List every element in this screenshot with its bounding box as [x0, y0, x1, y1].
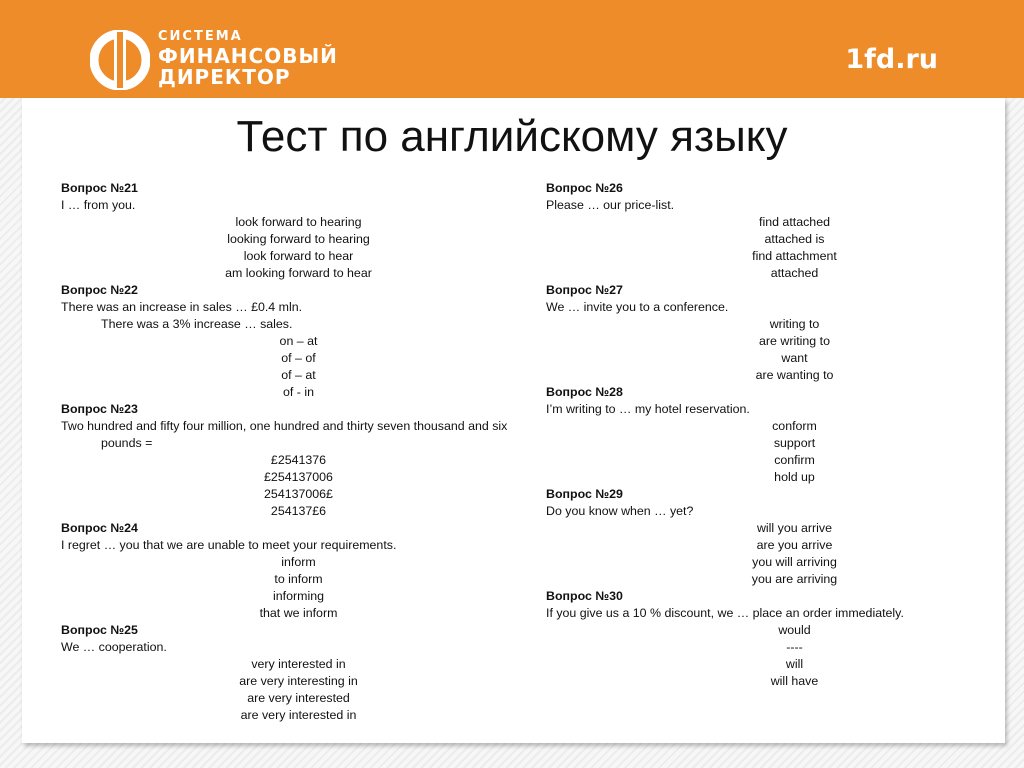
question-text: There was an increase in sales … £0.4 mln. — [61, 300, 303, 314]
question-block — [61, 401, 536, 520]
question-title: Вопрос №30 — [546, 589, 623, 603]
answer-options — [546, 214, 1024, 282]
answer-options — [61, 656, 536, 724]
question-text: If you give us a 10 % discount, we … place an order immediately. — [546, 606, 904, 620]
answer-options — [61, 333, 536, 401]
question-block — [61, 622, 536, 724]
question-title: Вопрос №21 — [61, 181, 138, 195]
answer-option[interactable]: 254137006£ — [264, 487, 333, 501]
answer-option[interactable]: attached — [770, 266, 819, 280]
answer-option[interactable]: £254137006 — [264, 470, 333, 484]
answer-option[interactable]: informing — [273, 589, 324, 603]
question-title: Вопрос №26 — [546, 181, 623, 195]
answer-options — [61, 214, 536, 282]
question-text: I’m writing to … my hotel reservation. — [546, 402, 750, 416]
answer-option[interactable]: support — [773, 436, 816, 450]
logo-text — [158, 30, 338, 87]
question-block — [546, 588, 1024, 690]
answer-option[interactable]: confirm — [774, 453, 815, 467]
answer-option[interactable]: ---- — [786, 640, 803, 654]
question-block — [546, 282, 1024, 384]
question-text: Please … our price-list. — [546, 198, 675, 212]
question-text: Two hundred and fifty four million, one hundred and thirty seven thousand and six pounds = — [61, 419, 508, 450]
question-text: We … invite you to a conference. — [546, 300, 729, 314]
answer-option[interactable]: will have — [770, 674, 819, 688]
question-block — [61, 180, 536, 282]
question-block — [546, 486, 1024, 588]
answer-option[interactable]: are wanting to — [755, 368, 834, 382]
answer-option[interactable]: £2541376 — [270, 453, 327, 467]
answer-option[interactable]: 254137£6 — [270, 504, 327, 518]
question-block — [546, 180, 1024, 282]
answer-option[interactable]: writing to — [769, 317, 820, 331]
answer-option[interactable]: looking forward to hearing — [227, 232, 370, 246]
question-title: Вопрос №25 — [61, 623, 138, 637]
answer-option[interactable]: are you arrive — [756, 538, 833, 552]
question-title: Вопрос №28 — [546, 385, 623, 399]
answer-options — [546, 520, 1024, 588]
question-text: Do you know when … yet? — [546, 504, 694, 518]
answer-option[interactable]: find attached — [759, 215, 830, 229]
answer-option[interactable]: you will arriving — [752, 555, 837, 569]
answer-option[interactable]: are very interested in — [240, 708, 357, 722]
logo-line-3: ДИРЕКТОР — [158, 65, 291, 89]
answer-option[interactable]: of - in — [283, 385, 314, 399]
header-bar — [0, 0, 1024, 98]
answer-option[interactable]: find attachment — [752, 249, 837, 263]
answer-option[interactable]: will you arrive — [756, 521, 833, 535]
answer-option[interactable]: look forward to hear — [243, 249, 354, 263]
answer-option[interactable]: of – at — [281, 368, 316, 382]
answer-option[interactable]: that we inform — [259, 606, 338, 620]
answer-option[interactable]: hold up — [774, 470, 815, 484]
question-block — [61, 282, 536, 401]
question-title: Вопрос №23 — [61, 402, 138, 416]
answer-option[interactable]: will — [785, 657, 804, 671]
answer-option[interactable]: are writing to — [759, 334, 830, 348]
answer-option[interactable]: are very interesting in — [239, 674, 358, 688]
question-text: There was a 3% increase … sales. — [101, 317, 293, 331]
answer-option[interactable]: want — [781, 351, 808, 365]
logo-line-2: ФИНАНСОВЫЙ — [158, 44, 338, 68]
site-url: 1fd.ru — [845, 44, 938, 75]
answer-option[interactable]: conform — [772, 419, 817, 433]
answer-option[interactable]: attached is — [764, 232, 825, 246]
answer-option[interactable]: are very interested — [247, 691, 350, 705]
question-block — [61, 520, 536, 622]
answer-option[interactable]: look forward to hearing — [235, 215, 362, 229]
answer-option[interactable]: inform — [281, 555, 316, 569]
question-text: We … cooperation. — [61, 640, 167, 654]
answer-option[interactable]: would — [778, 623, 811, 637]
question-title: Вопрос №29 — [546, 487, 623, 501]
left-question-column — [61, 180, 536, 724]
answer-option[interactable]: you are arriving — [751, 572, 838, 586]
answer-option[interactable]: very interested in — [251, 657, 346, 671]
answer-options — [546, 418, 1024, 486]
answer-option[interactable]: am looking forward to hear — [225, 266, 372, 280]
answer-option[interactable]: to inform — [274, 572, 323, 586]
question-text: I … from you. — [61, 198, 136, 212]
answer-option[interactable]: on – at — [279, 334, 318, 348]
question-title: Вопрос №22 — [61, 283, 138, 297]
right-question-column — [546, 180, 1024, 690]
answer-options — [546, 316, 1024, 384]
answer-options — [546, 622, 1024, 690]
answer-option[interactable]: of – of — [281, 351, 316, 365]
question-title: Вопрос №27 — [546, 283, 623, 297]
answer-options — [61, 554, 536, 622]
answer-options — [61, 452, 536, 520]
page-title: Тест по английскому языку — [236, 112, 788, 161]
question-block — [546, 384, 1024, 486]
logo-icon — [90, 30, 150, 90]
question-text: I regret … you that we are unable to meet your requirements. — [61, 538, 397, 552]
question-title: Вопрос №24 — [61, 521, 138, 535]
logo-line-1: СИСТЕМА — [158, 29, 243, 44]
